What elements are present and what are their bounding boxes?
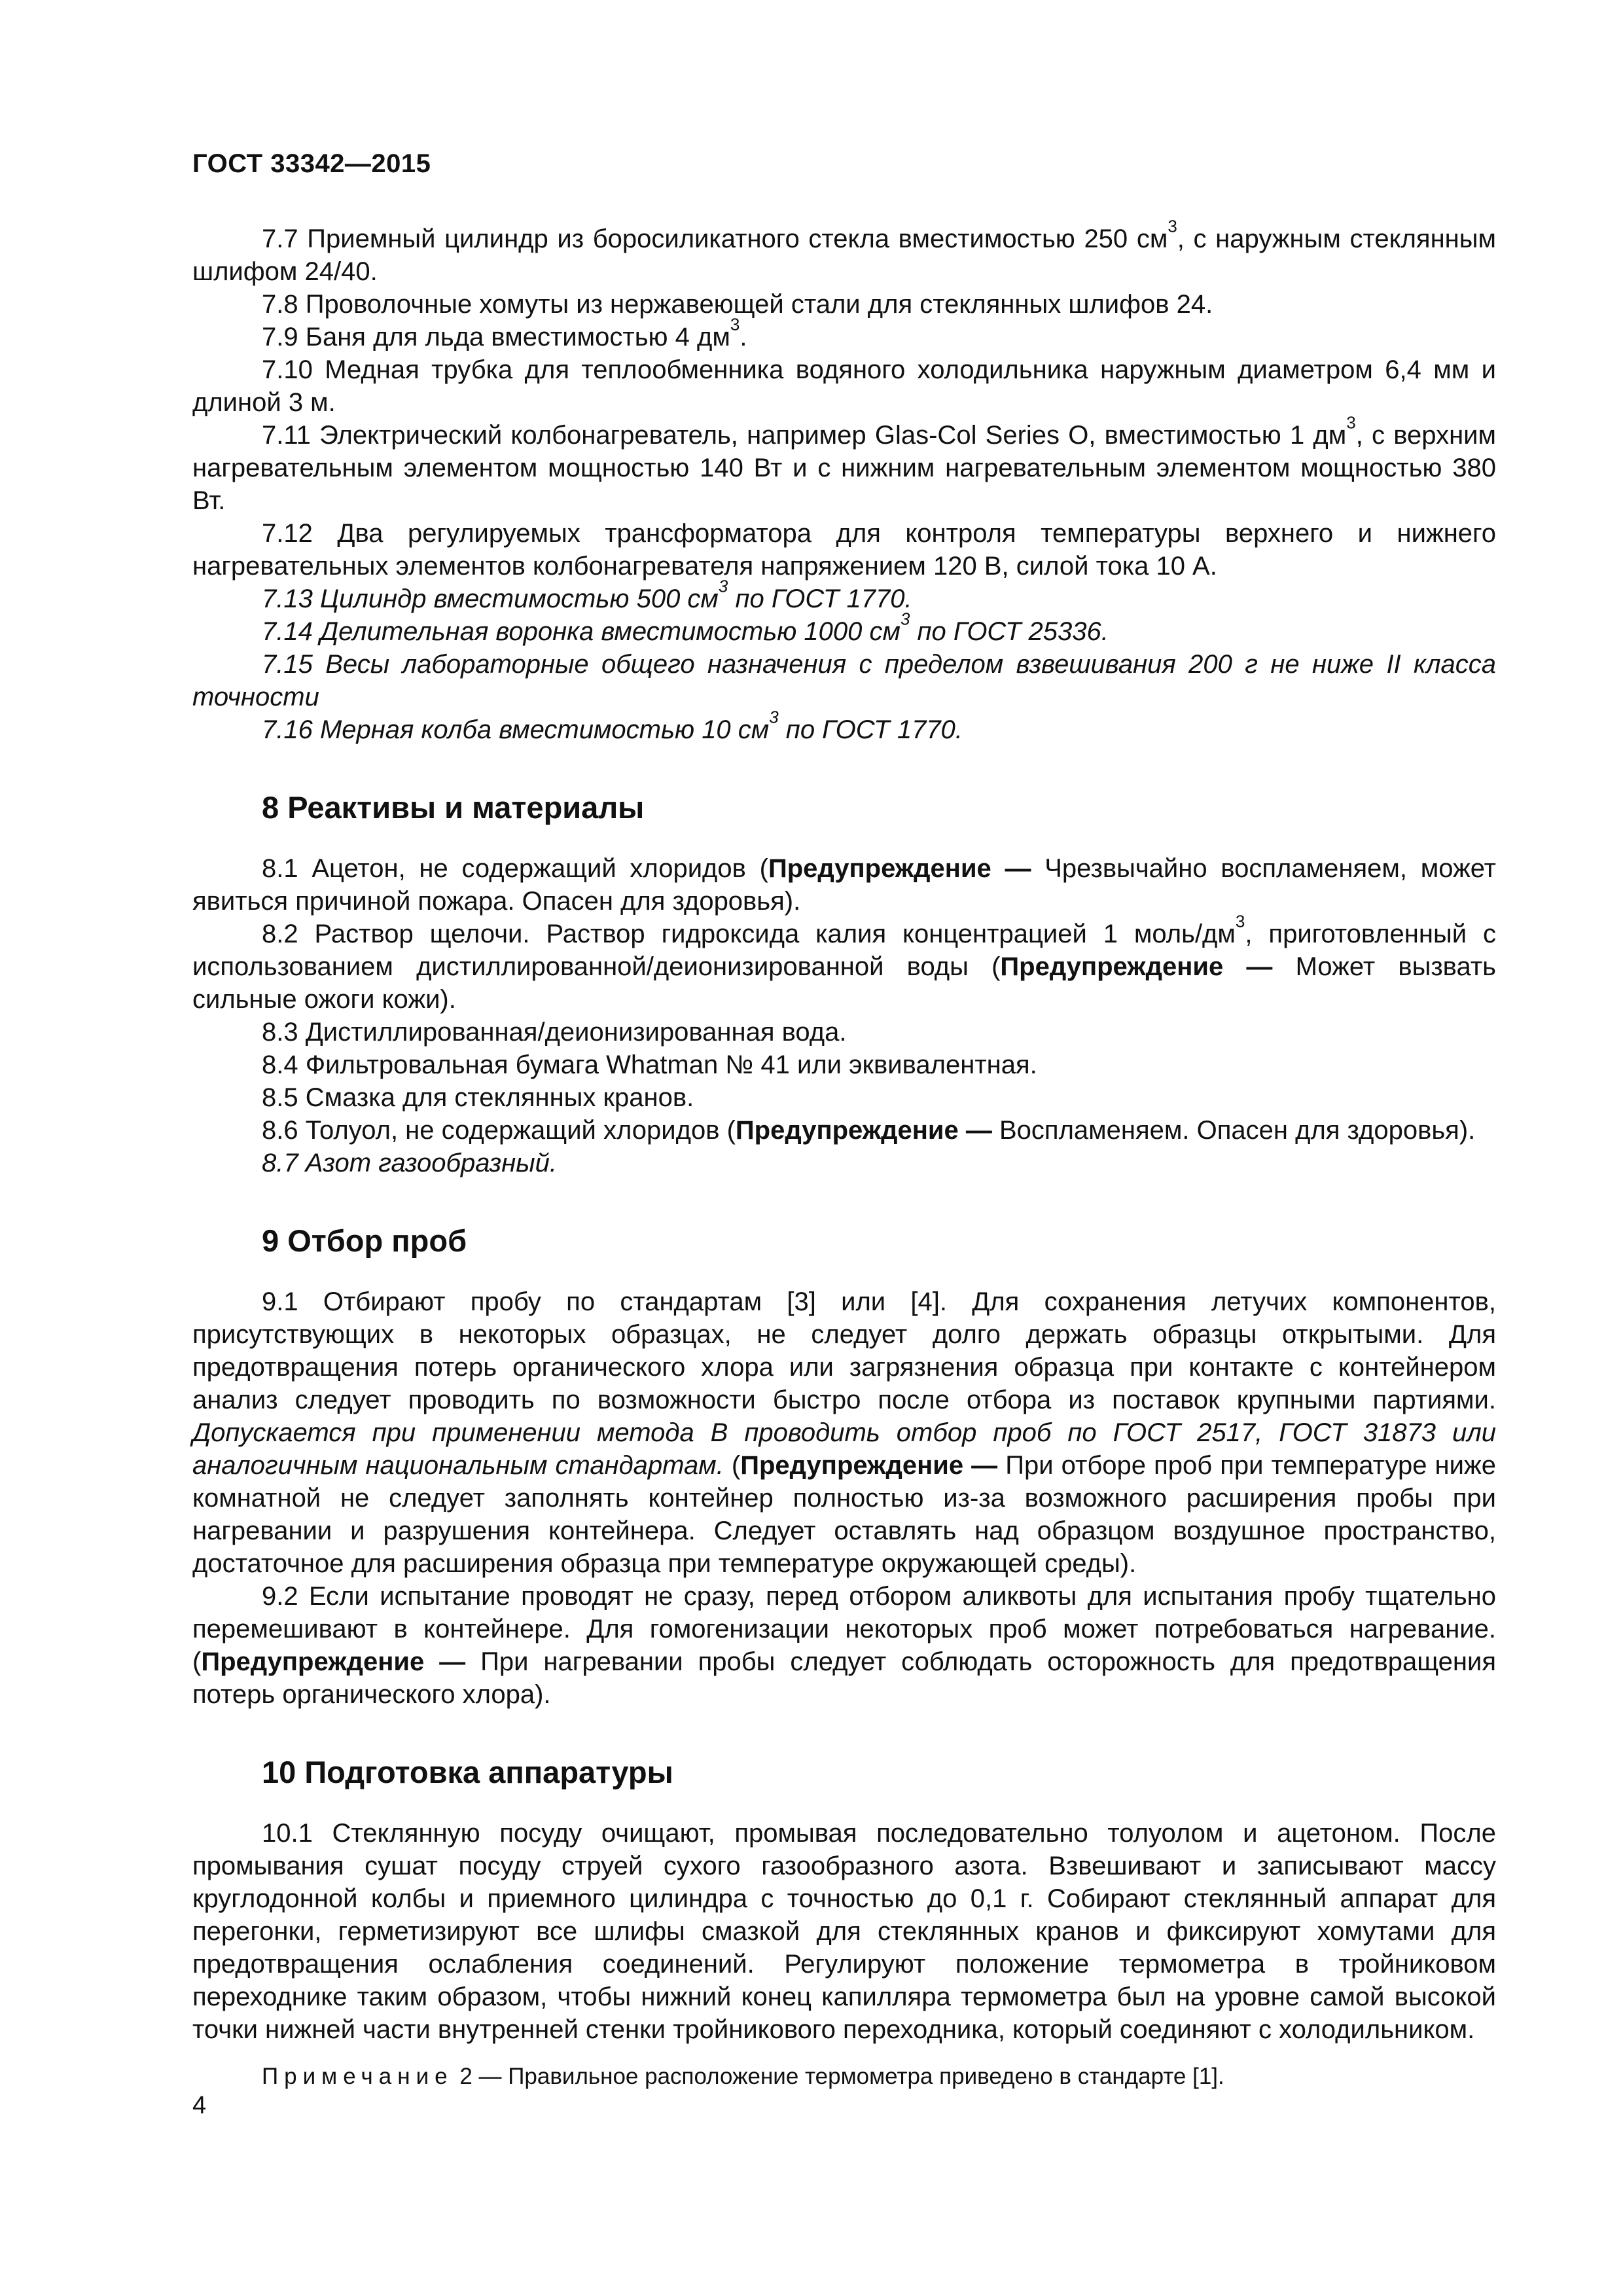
page-body [192,216,1497,2092]
clause-7-9: 7.9 Баня для льда вместимостью 4 $дм^3$. [262,314,747,351]
warning-label: Предупреждение — [1000,952,1273,981]
clause-7-12: 7.12 Два регулируемых трансформатора для контроля температуры верхнего и нижнего нагревательных элементов колбонагревателя напряжением 120 В, силой тока 10 А. [192,519,1496,581]
note-label: Примечание [262,2064,454,2089]
clause-8-1: 8.1 Ацетон, не содержащий хлоридов (Предупреждение — Чрезвычайно воспламеняем, может явиться причиной пожара. Опасен для здоровья). [192,854,1496,916]
clause-7-16: 7.16 Мерная колба вместимостью 10 $см^3$ по ГОСТ 1770. [262,707,963,744]
document-header: ГОСТ 33342—2015 [192,149,431,178]
clause-8-5: 8.5 Смазка для стеклянных кранов. [262,1083,694,1112]
clause-9-1: 9.1 Отбирают пробу по стандартам [3] или [4]. Для сохранения летучих компонентов, присутствующих в некоторых образцах, не следует долго держать образцы открытыми. Для предотвращения потерь органического хлора или загрязнения образца при контакте с контейнером анализ следует проводить по возможности быстро после отбора из поставок крупными партиями. Допускается при применении метода В проводить отбор проб по ГОСТ 2517, ГОСТ 31873 или аналогичным национальным стандартам. (Предупреждение — При отборе проб при температуре ниже комнатной не следует заполнять контейнер полностью из-за возможного расширения пробы при нагревании и разрушения контейнера. Следует оставлять над образцом воздушное пространство, достаточное для расширения образца при температуре окружающей среды). [192,1287,1496,1578]
clause-7-13: 7.13 Цилиндр вместимостью 500 $см^3$ по ГОСТ 1770. [262,576,912,613]
clause-8-6: 8.6 Толуол, не содержащий хлоридов (Предупреждение — Воспламеняем. Опасен для здоровья). [262,1116,1476,1145]
clause-10-1: 10.1 Стеклянную посуду очищают, промывая последовательно толуолом и ацетоном. После промывания сушат посуду струей сухого газообразного азота. Взвешивают и записывают массу круглодонной колбы и приемного цилиндра с точностью до 0,1 г. Собирают стеклянный аппарат для перегонки, герметизируют все шлифы смазкой для стеклянных кранов и фиксируют хомутами для предотвращения ослабления соединений. Регулируют положение термометра в тройниковом переходнике таким образом, чтобы нижний конец капилляра термометра был на уровне самой высокой точки нижней части внутренней стенки тройникового переходника, который соединяют с холодильником. [192,1819,1496,2044]
page-number: 4 [192,2092,207,2119]
note-2: Примечание 2 — Правильное расположение термометра приведено в стандарте [1]. [262,2064,1224,2089]
clause-8-7: 8.7 Азот газообразный. [262,1149,558,1177]
section-10-heading: 10 Подготовка аппаратуры [262,1755,673,1789]
clause-8-4: 8.4 Фильтровальная бумага Whatman № 41 или эквивалентная. [262,1050,1037,1079]
section-9-heading: 9 Отбор проб [262,1223,467,1258]
clause-7-15: 7.15 Весы лабораторные общего назначения с пределом взвешивания 200 г не ниже II класса точности [192,650,1496,711]
clause-7-11: 7.11 Электрический колбонагреватель, например Glas-Col Series O, вместимостью 1 $дм^3$, с верхним нагревательным элементом мощностью 140 Вт и с нижним нагревательным элементом мощностью 380 Вт. [192,412,1497,515]
warning-label: Предупреждение — [201,1647,466,1676]
clause-8-2: 8.2 Раствор щелочи. Раствор гидроксида калия концентрацией 1 моль/$дм^3$, приготовленный с использованием дистиллированной/деионизированной воды (Предупреждение — Может вызвать сильные ожоги кожи). [192,911,1496,1014]
warning-label: Предупреждение — [740,1451,998,1480]
warning-label: Предупреждение — [768,854,1031,883]
clause-7-10: 7.10 Медная трубка для теплообменника водяного холодильника наружным диаметром 6,4 мм и длиной 3 м. [192,355,1496,417]
warning-label: Предупреждение — [735,1116,992,1145]
section-8-heading: 8 Реактивы и материалы [262,790,645,825]
clause-9-2: 9.2 Если испытание проводят не сразу, перед отбором аликвоты для испытания пробу тщательно перемешивают в контейнере. Для гомогенизации некоторых проб может потребоваться нагревание. (Предупреждение — При нагревании пробы следует соблюдать осторожность для предотвращения потерь органического хлора). [192,1582,1496,1709]
clause-7-7: 7.7 Приемный цилиндр из боросиликатного стекла вместимостью 250 $см^3$, с наружным стеклянным шлифом 24/40. [192,216,1496,286]
clause-8-3: 8.3 Дистиллированная/деионизированная вода. [262,1018,847,1047]
clause-7-14: 7.14 Делительная воронка вместимостью 1000 $см^3$ по ГОСТ 25336. [262,609,1109,646]
clause-7-8: 7.8 Проволочные хомуты из нержавеющей стали для стеклянных шлифов 24. [262,290,1213,319]
